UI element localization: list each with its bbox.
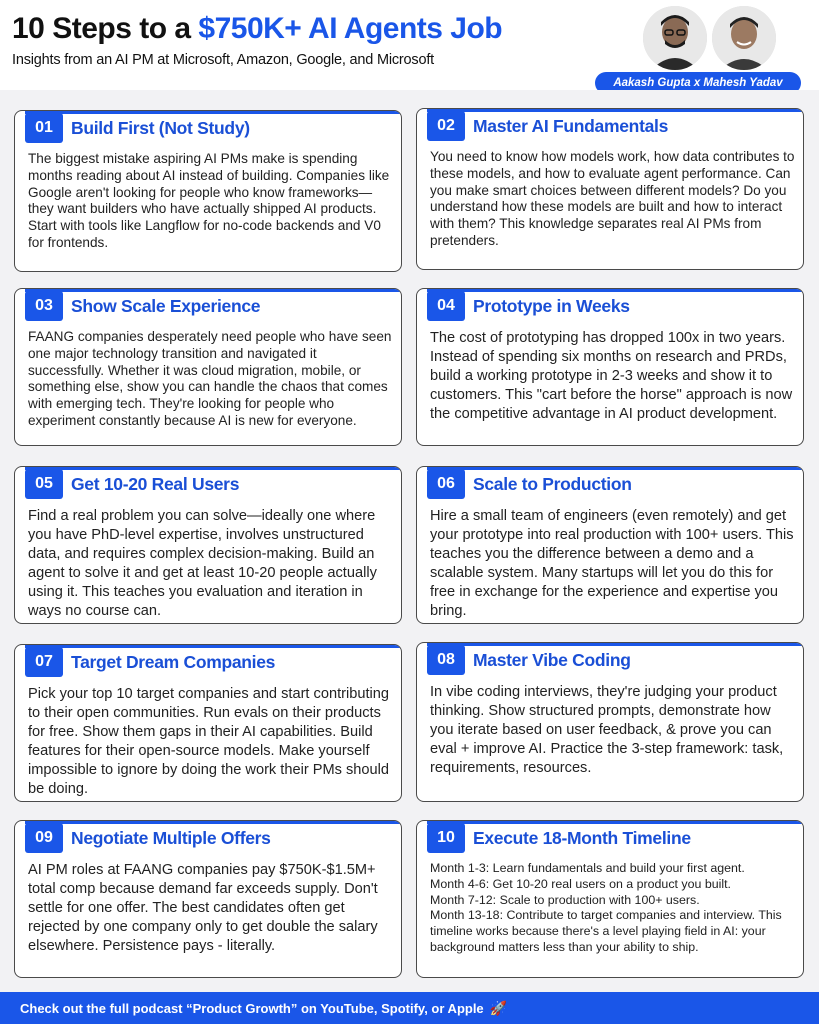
step-number: 04 — [427, 291, 465, 321]
step-body: FAANG companies desperately need people who have seen one major technology transition and navigated it successfully. Whether it was cloud migration, mobile, or something else, show you can handle the chaos that comes with emerging tech. They're looking for people who experiment constantly because AI is new for everyone. — [28, 329, 392, 428]
title-prefix: 10 Steps to a — [12, 12, 199, 45]
step-body: Pick your top 10 target companies and start contributing to their open communities. Run evals on their products for free. Show them gaps in their AI capabilities. Build features for their open-source models. Make yourself impossible to ignore by doing the work their PMs should be doing. — [28, 686, 389, 797]
step-title: Master Vibe Coding — [473, 649, 631, 670]
page-title — [12, 12, 502, 46]
timeline-body — [430, 861, 795, 956]
step-number: 09 — [25, 823, 63, 853]
page-subtitle: Insights from an AI PM at Microsoft, Amazon, Google, and Microsoft — [12, 52, 434, 68]
step-card-08 — [416, 642, 804, 802]
step-number: 03 — [25, 291, 63, 321]
step-body: AI PM roles at FAANG companies pay $750K-$1.5M+ total comp because demand far exceeds supply. Don't settle for one offer. The best candidates often get rejected by one company only to get double the salary elsewhere. Persistence pays - literally. — [28, 862, 378, 954]
footer-text: Check out the full podcast “Product Growth” on YouTube, Spotify, or Apple — [20, 1000, 484, 1016]
step-card-05 — [14, 466, 402, 624]
step-number: 05 — [25, 469, 63, 499]
step-title: Master AI Fundamentals — [473, 115, 669, 136]
step-card-04 — [416, 288, 804, 446]
step-number: 02 — [427, 111, 465, 141]
title-accent: $750K+ AI Agents Job — [198, 12, 503, 45]
timeline-line: Month 4-6: Get 10-20 real users on a product you built. — [430, 876, 731, 891]
step-title: Get 10-20 Real Users — [71, 473, 240, 494]
header — [0, 0, 819, 90]
person-photo-icon — [712, 6, 776, 70]
timeline-line: Month 1-3: Learn fundamentals and build your first agent. — [430, 861, 745, 875]
step-card-06 — [416, 466, 804, 624]
step-number: 10 — [427, 823, 465, 853]
step-title: Negotiate Multiple Offers — [71, 827, 271, 848]
step-body: The cost of prototyping has dropped 100x in two years. Instead of spending six months on research and PRDs, build a working prototype in 2-3 weeks and show it to customers. This "cart before the horse" approach is now the competitive advantage in AI product development. — [430, 330, 793, 422]
step-number: 08 — [427, 645, 465, 675]
step-number: 01 — [25, 113, 63, 143]
step-title: Build First (Not Study) — [71, 117, 250, 138]
avatar-mahesh — [712, 6, 776, 70]
timeline-line: Month 7-12: Scale to production with 100+ users. — [430, 892, 700, 907]
footer-banner — [0, 992, 819, 1024]
step-card-10 — [416, 820, 804, 978]
step-body: In vibe coding interviews, they're judging your product thinking. Show structured prompts, demonstrate how you iterate based on user feedback, & prove you can eval + improve AI. Practice the 3-step framework: task, requirements, resources. — [430, 684, 784, 776]
timeline-line: Month 13-18: Contribute to target companies and interview. This timeline works because there's a level playing field in AI: your background matters less than your ability to ship. — [430, 908, 782, 954]
step-card-09 — [14, 820, 402, 978]
step-body: Find a real problem you can solve—ideally one where you have PhD-level expertise, involves unstructured data, and requires complex decision-making. Build an agent to solve it and get at least 10-20 people actually using it. This teaches you evaluation and iteration in ways no course can. — [28, 508, 377, 619]
step-body: You need to know how models work, how data contributes to these models, and how to evaluate agent performance. Can you make smart choices between different models? Do you understand how these models are built and how to interact with them? This knowledge separates real AI PMs from pretenders. — [430, 149, 795, 248]
step-title: Execute 18-Month Timeline — [473, 827, 691, 848]
steps-grid — [0, 90, 819, 992]
step-title: Show Scale Experience — [71, 295, 261, 316]
step-body: The biggest mistake aspiring AI PMs make is spending months reading about AI instead of building. Companies like Google aren't looking for people who know frameworks—they want builders who have actually shipped AI products. Start with tools like Langflow for no-code backends and V0 for frontends. — [28, 151, 390, 250]
authors-badge: Aakash Gupta x Mahesh Yadav — [595, 72, 801, 94]
step-title: Prototype in Weeks — [473, 295, 630, 316]
step-title: Scale to Production — [473, 473, 632, 494]
step-number: 07 — [25, 647, 63, 677]
step-title: Target Dream Companies — [71, 651, 276, 672]
step-card-07 — [14, 644, 402, 802]
rocket-icon: 🚀 — [489, 999, 508, 1016]
step-number: 06 — [427, 469, 465, 499]
avatar-aakash — [643, 6, 707, 70]
step-card-03 — [14, 288, 402, 446]
step-body: Hire a small team of engineers (even remotely) and get your prototype into real production with 100+ users. This teaches you the difference between a demo and a scalable system. Many startups will let you do this for free in exchange for the experience and expertise you bring. — [430, 508, 794, 619]
step-card-02 — [416, 108, 804, 270]
step-card-01 — [14, 110, 402, 272]
person-photo-icon — [643, 6, 707, 70]
